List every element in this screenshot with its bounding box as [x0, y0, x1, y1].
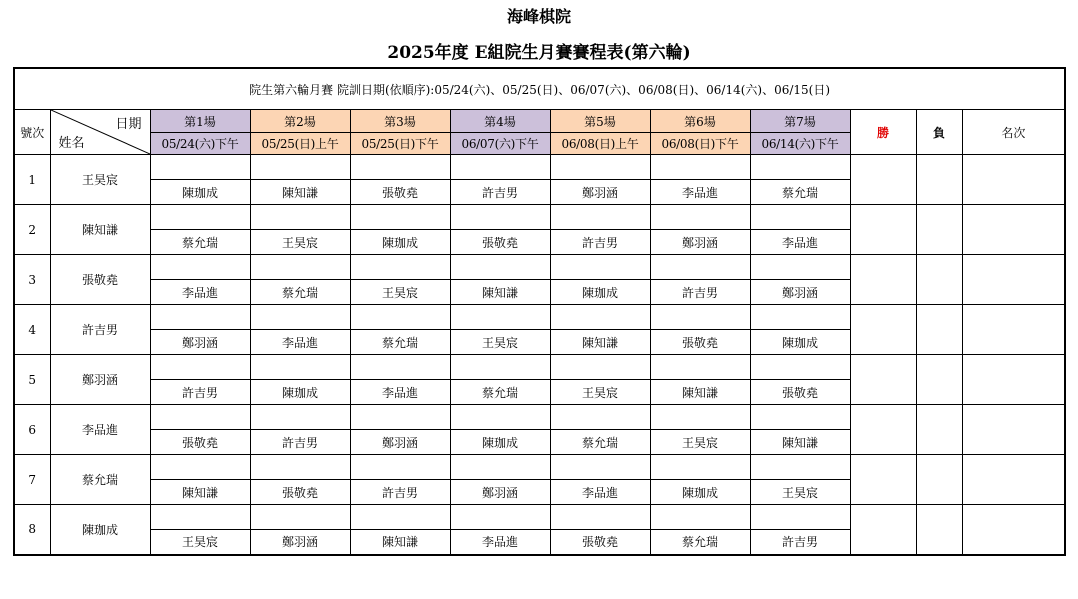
- rank-cell: [962, 455, 1065, 505]
- rank-cell: [962, 205, 1065, 255]
- result-cell: [750, 155, 850, 180]
- opponent-cell: 張敬堯: [550, 530, 650, 555]
- opponent-cell: 張敬堯: [750, 380, 850, 405]
- opponent-cell: 陳知謙: [150, 480, 250, 505]
- opponent-cell: 陳知謙: [750, 430, 850, 455]
- opponent-cell: 蔡允瑞: [550, 430, 650, 455]
- result-cell: [650, 505, 750, 530]
- result-cell: [550, 305, 650, 330]
- opponent-cell: 張敬堯: [250, 480, 350, 505]
- result-cell: [550, 205, 650, 230]
- loss-count-cell: [916, 505, 962, 555]
- result-cell: [150, 405, 250, 430]
- round-date-2: 05/25(日)上午: [250, 133, 350, 155]
- table-row: [14, 305, 1065, 330]
- header-lose: 負: [916, 110, 962, 155]
- player-number: 2: [14, 205, 50, 255]
- result-cell: [250, 455, 350, 480]
- round-date-5: 06/08(日)上午: [550, 133, 650, 155]
- result-cell: [350, 255, 450, 280]
- loss-count-cell: [916, 305, 962, 355]
- opponent-cell: 張敬堯: [350, 180, 450, 205]
- opponent-cell: 張敬堯: [150, 430, 250, 455]
- opponent-cell: 王昊宸: [350, 280, 450, 305]
- player-number: 6: [14, 405, 50, 455]
- opponent-cell: 陳珈成: [150, 180, 250, 205]
- opponent-cell: 鄭羽涵: [150, 330, 250, 355]
- result-cell: [250, 405, 350, 430]
- result-cell: [750, 455, 850, 480]
- result-cell: [150, 355, 250, 380]
- opponent-cell: 蔡允瑞: [750, 180, 850, 205]
- win-count-cell: [850, 155, 916, 205]
- result-cell: [450, 455, 550, 480]
- player-number: 5: [14, 355, 50, 405]
- loss-count-cell: [916, 155, 962, 205]
- result-cell: [150, 155, 250, 180]
- header-diagonal-cell: [50, 110, 150, 155]
- organization-name: 海峰棋院: [506, 7, 571, 26]
- result-cell: [150, 205, 250, 230]
- result-cell: [350, 505, 450, 530]
- opponent-cell: 李品進: [750, 230, 850, 255]
- table-row: [14, 255, 1065, 280]
- result-cell: [550, 505, 650, 530]
- result-cell: [250, 355, 350, 380]
- opponent-cell: 王昊宸: [150, 530, 250, 555]
- win-count-cell: [850, 305, 916, 355]
- round-header-4: 第4場: [450, 110, 550, 133]
- result-cell: [450, 305, 550, 330]
- opponent-cell: 陳珈成: [350, 230, 450, 255]
- player-number: 8: [14, 505, 50, 555]
- result-cell: [450, 405, 550, 430]
- result-cell: [550, 455, 650, 480]
- result-cell: [550, 155, 650, 180]
- result-cell: [650, 155, 750, 180]
- player-name: 蔡允瑞: [50, 455, 150, 505]
- round-header-6: 第6場: [650, 110, 750, 133]
- schedule-title: 2025年度 E組院生月賽賽程表(第六輪): [387, 43, 691, 63]
- win-count-cell: [850, 455, 916, 505]
- result-cell: [350, 455, 450, 480]
- opponent-cell: 陳珈成: [450, 430, 550, 455]
- loss-count-cell: [916, 455, 962, 505]
- result-cell: [450, 155, 550, 180]
- opponent-cell: 陳珈成: [650, 480, 750, 505]
- opponent-cell: 許吉男: [350, 480, 450, 505]
- opponent-cell: 陳珈成: [250, 380, 350, 405]
- opponent-cell: 李品進: [550, 480, 650, 505]
- loss-count-cell: [916, 255, 962, 305]
- opponent-cell: 鄭羽涵: [450, 480, 550, 505]
- table-row: [14, 405, 1065, 430]
- result-cell: [750, 305, 850, 330]
- round-date-3: 05/25(日)下午: [350, 133, 450, 155]
- result-cell: [550, 355, 650, 380]
- result-cell: [450, 255, 550, 280]
- opponent-cell: 陳知謙: [450, 280, 550, 305]
- opponent-cell: 陳珈成: [750, 330, 850, 355]
- win-count-cell: [850, 505, 916, 555]
- result-cell: [350, 355, 450, 380]
- result-cell: [250, 505, 350, 530]
- opponent-cell: 蔡允瑞: [250, 280, 350, 305]
- player-name: 李品進: [50, 405, 150, 455]
- table-row: [14, 155, 1065, 180]
- result-cell: [250, 305, 350, 330]
- opponent-cell: 張敬堯: [450, 230, 550, 255]
- result-cell: [150, 305, 250, 330]
- opponent-cell: 李品進: [150, 280, 250, 305]
- result-cell: [750, 255, 850, 280]
- opponent-cell: 王昊宸: [550, 380, 650, 405]
- schedule-table: [13, 67, 1066, 556]
- round-header-2: 第2場: [250, 110, 350, 133]
- result-cell: [650, 255, 750, 280]
- opponent-cell: 鄭羽涵: [550, 180, 650, 205]
- opponent-cell: 陳知謙: [250, 180, 350, 205]
- opponent-cell: 王昊宸: [250, 230, 350, 255]
- opponent-cell: 許吉男: [650, 280, 750, 305]
- opponent-cell: 張敬堯: [650, 330, 750, 355]
- round-header-5: 第5場: [550, 110, 650, 133]
- round-date-4: 06/07(六)下午: [450, 133, 550, 155]
- player-number: 1: [14, 155, 50, 205]
- round-date-1: 05/24(六)下午: [150, 133, 250, 155]
- table-row: [14, 355, 1065, 380]
- rank-cell: [962, 505, 1065, 555]
- table-row: [14, 205, 1065, 230]
- result-cell: [650, 455, 750, 480]
- player-name: 陳知謙: [50, 205, 150, 255]
- opponent-cell: 王昊宸: [650, 430, 750, 455]
- result-cell: [150, 255, 250, 280]
- player-name: 鄭羽涵: [50, 355, 150, 405]
- result-cell: [650, 305, 750, 330]
- opponent-cell: 陳知謙: [650, 380, 750, 405]
- opponent-cell: 陳知謙: [550, 330, 650, 355]
- result-cell: [350, 155, 450, 180]
- round-date-7: 06/14(六)下午: [750, 133, 850, 155]
- opponent-cell: 許吉男: [250, 430, 350, 455]
- opponent-cell: 蔡允瑞: [650, 530, 750, 555]
- table-row: [14, 455, 1065, 480]
- result-cell: [250, 155, 350, 180]
- player-name: 張敬堯: [50, 255, 150, 305]
- result-cell: [250, 205, 350, 230]
- rank-cell: [962, 255, 1065, 305]
- table-row: [14, 505, 1065, 530]
- round-header-1: 第1場: [150, 110, 250, 133]
- player-number: 7: [14, 455, 50, 505]
- result-cell: [350, 405, 450, 430]
- rank-cell: [962, 355, 1065, 405]
- round-header-7: 第7場: [750, 110, 850, 133]
- opponent-cell: 許吉男: [450, 180, 550, 205]
- opponent-cell: 鄭羽涵: [250, 530, 350, 555]
- result-cell: [150, 455, 250, 480]
- rank-cell: [962, 405, 1065, 455]
- opponent-cell: 鄭羽涵: [650, 230, 750, 255]
- result-cell: [450, 355, 550, 380]
- opponent-cell: 許吉男: [150, 380, 250, 405]
- result-cell: [350, 205, 450, 230]
- player-number: 4: [14, 305, 50, 355]
- result-cell: [650, 205, 750, 230]
- header-date-label: 日期: [115, 117, 142, 132]
- player-number: 3: [14, 255, 50, 305]
- round-date-6: 06/08(日)下午: [650, 133, 750, 155]
- result-cell: [550, 405, 650, 430]
- result-cell: [750, 505, 850, 530]
- training-dates-banner: 院生第六輪月賽 院訓日期(依順序):05/24(六)、05/25(日)、06/07(六)、06/08(日)、06/14(六)、06/15(日): [14, 68, 1065, 110]
- opponent-cell: 李品進: [250, 330, 350, 355]
- opponent-cell: 蔡允瑞: [450, 380, 550, 405]
- loss-count-cell: [916, 405, 962, 455]
- result-cell: [350, 305, 450, 330]
- opponent-cell: 鄭羽涵: [350, 430, 450, 455]
- opponent-cell: 陳珈成: [550, 280, 650, 305]
- win-count-cell: [850, 355, 916, 405]
- player-name: 王昊宸: [50, 155, 150, 205]
- result-cell: [150, 505, 250, 530]
- opponent-cell: 李品進: [350, 380, 450, 405]
- opponent-cell: 王昊宸: [450, 330, 550, 355]
- loss-count-cell: [916, 205, 962, 255]
- result-cell: [550, 255, 650, 280]
- win-count-cell: [850, 255, 916, 305]
- header-number: 號次: [14, 110, 50, 155]
- opponent-cell: 蔡允瑞: [350, 330, 450, 355]
- opponent-cell: 許吉男: [550, 230, 650, 255]
- result-cell: [450, 205, 550, 230]
- opponent-cell: 許吉男: [750, 530, 850, 555]
- result-cell: [250, 255, 350, 280]
- result-cell: [450, 505, 550, 530]
- round-header-3: 第3場: [350, 110, 450, 133]
- rank-cell: [962, 305, 1065, 355]
- header-name-label: 姓名: [58, 136, 85, 151]
- player-name: 許吉男: [50, 305, 150, 355]
- result-cell: [650, 405, 750, 430]
- player-name: 陳珈成: [50, 505, 150, 555]
- opponent-cell: 鄭羽涵: [750, 280, 850, 305]
- opponent-cell: 李品進: [650, 180, 750, 205]
- opponent-cell: 陳知謙: [350, 530, 450, 555]
- opponent-cell: 李品進: [450, 530, 550, 555]
- result-cell: [650, 355, 750, 380]
- loss-count-cell: [916, 355, 962, 405]
- win-count-cell: [850, 405, 916, 455]
- rank-cell: [962, 155, 1065, 205]
- header-win: 勝: [850, 110, 916, 155]
- opponent-cell: 蔡允瑞: [150, 230, 250, 255]
- result-cell: [750, 205, 850, 230]
- result-cell: [750, 405, 850, 430]
- opponent-cell: 王昊宸: [750, 480, 850, 505]
- header-rank: 名次: [962, 110, 1065, 155]
- win-count-cell: [850, 205, 916, 255]
- result-cell: [750, 355, 850, 380]
